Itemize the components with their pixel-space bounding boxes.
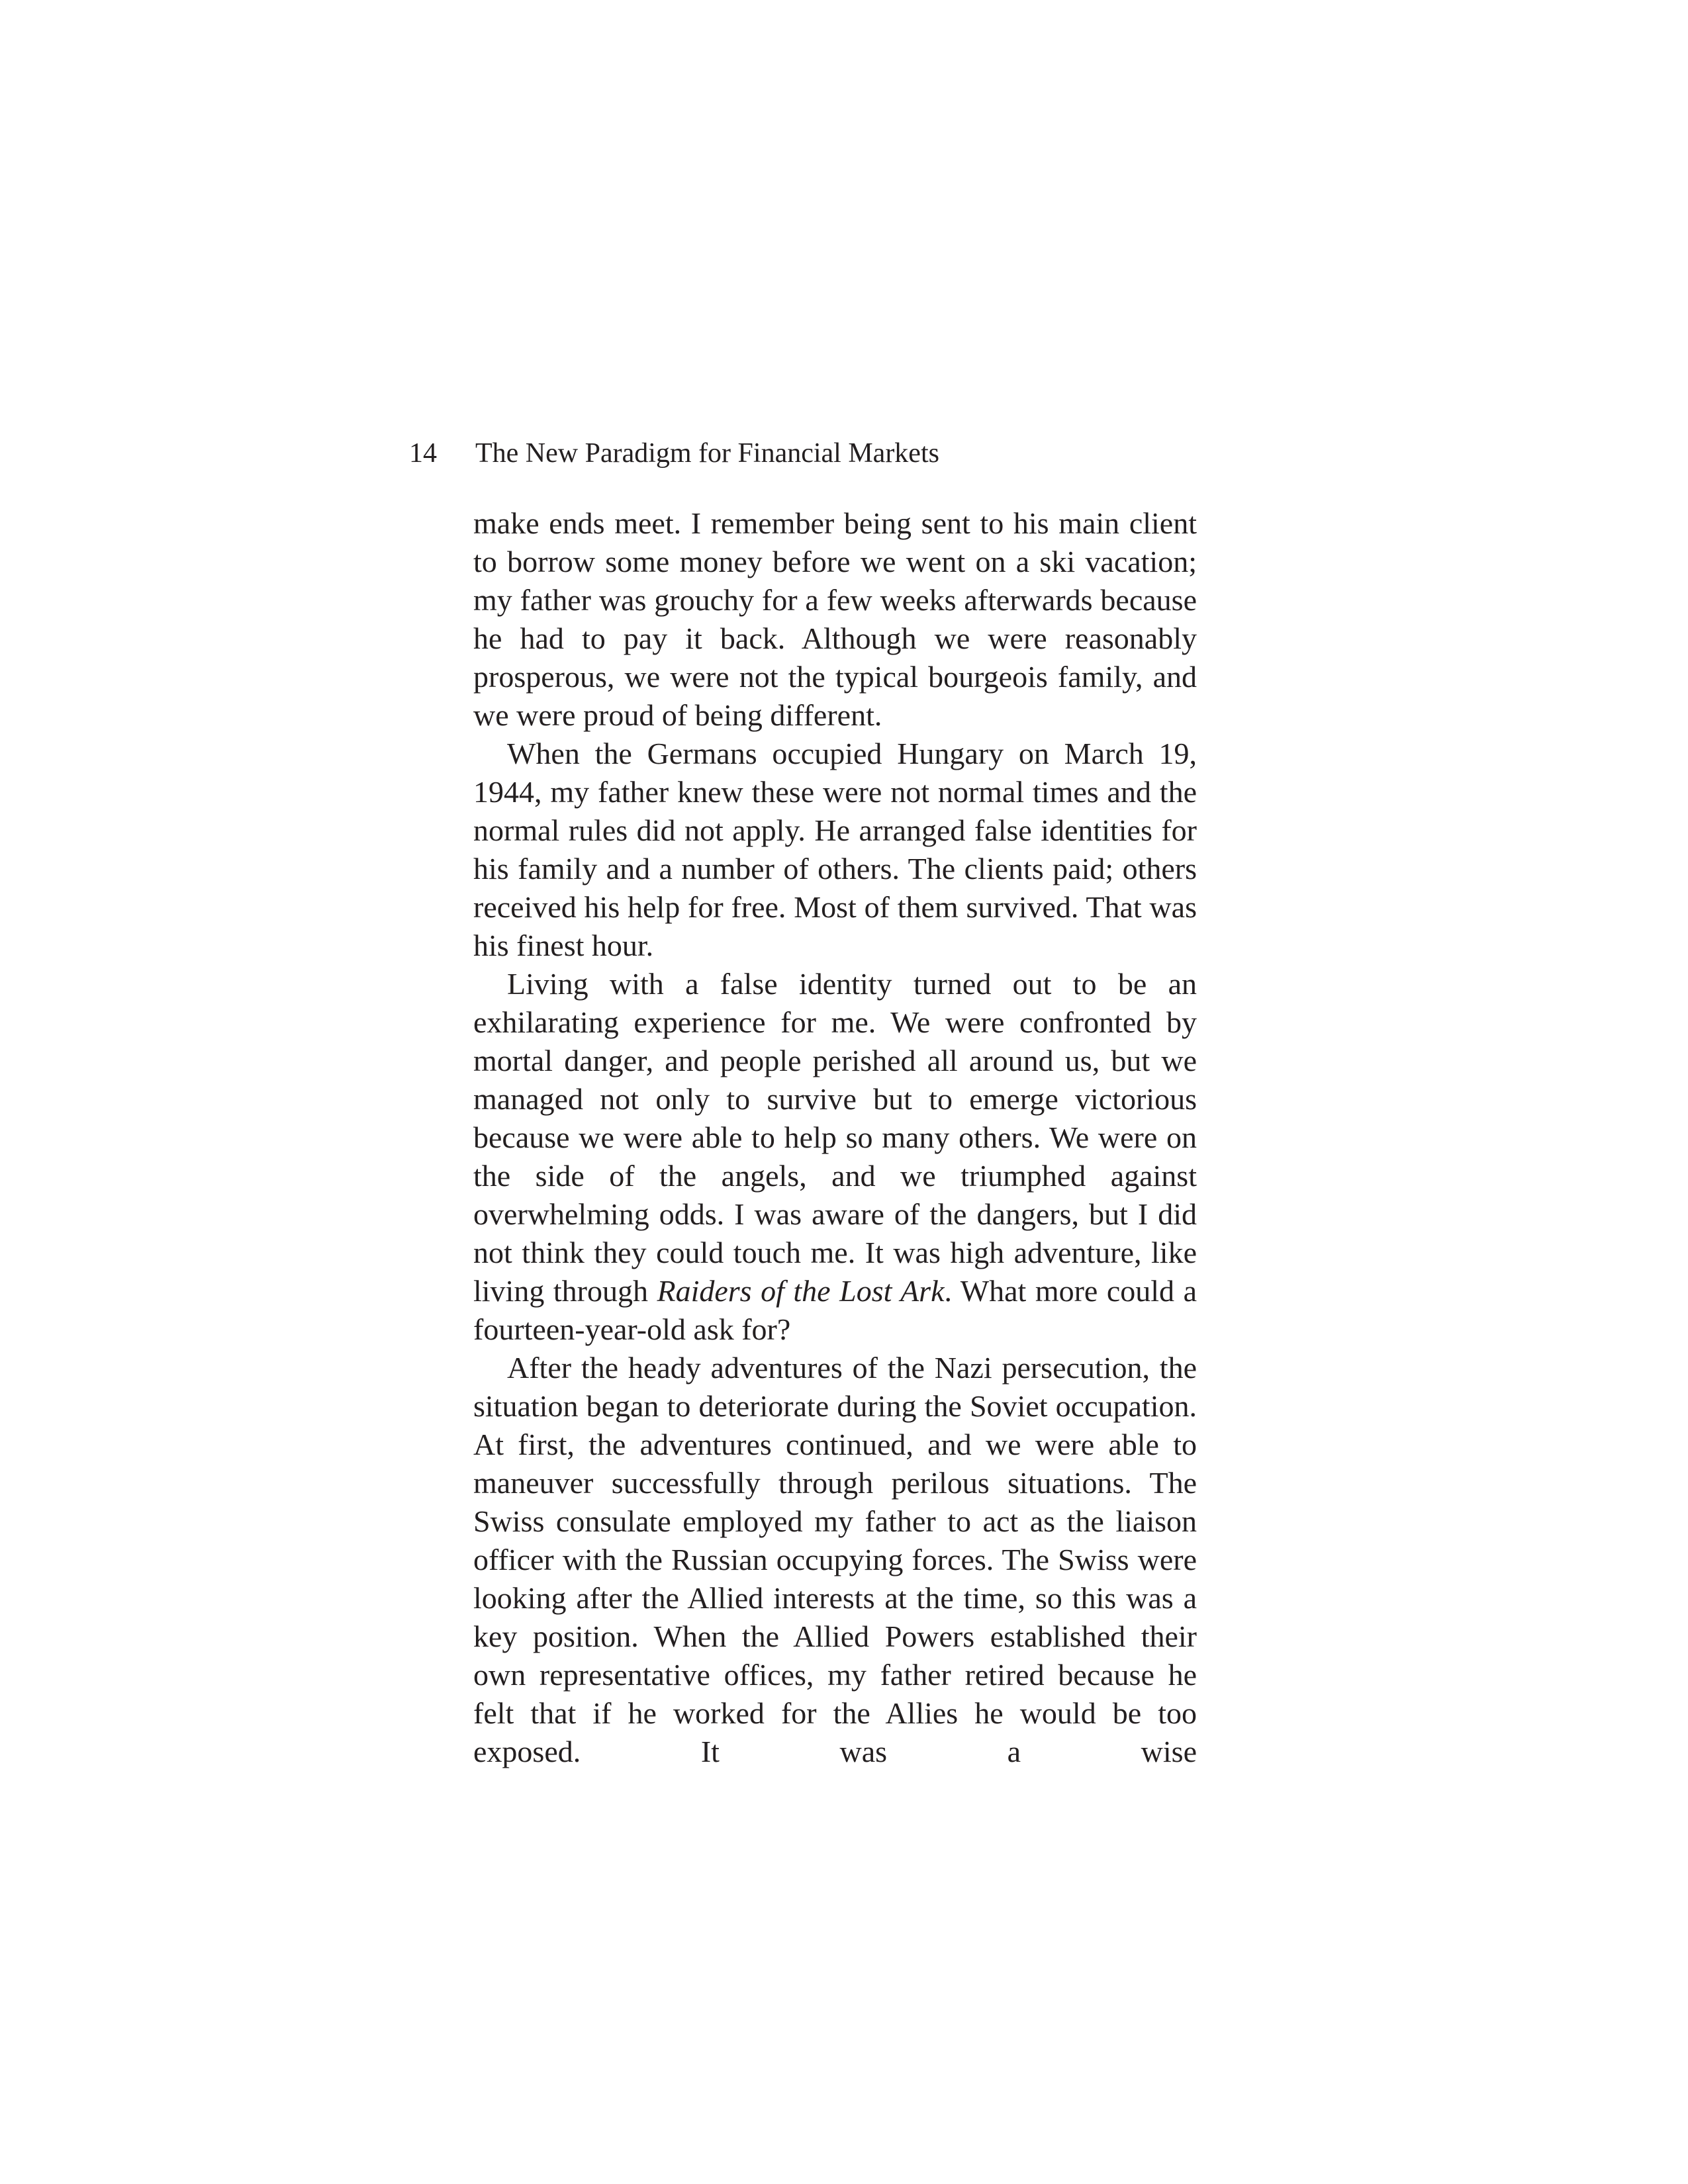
page-number: 14 (409, 438, 437, 469)
paragraph-3-text-end: . What more could a fourteen-year-old ask for? (473, 1274, 1197, 1346)
paragraph-1: make ends meet. I remember being sent to his main client to borrow some money before we went on a ski vacation; my father was grouchy for a few weeks afterwards because he had to pay it back. Although we were reasonably prosperous, we were not the typical bourgeois family, and we were proud of being different. (473, 506, 1197, 732)
paragraph-2: When the Germans occupied Hungary on March 19, 1944, my father knew these were not normal times and the normal rules did not apply. He arranged false identities for his family and a number of others. The clients paid; others received his help for free. Most of them survived. That was his finest hour. (473, 737, 1197, 962)
paragraph-4: After the heady adventures of the Nazi persecution, the situation began to deteriorate during the Soviet occupation. At first, the adventures continued, and we were able to maneuver successfully through perilous situations. The Swiss consulate employed my father to act as the liaison officer with the Russian occupying forces. The Swiss were looking after the Allied interests at the time, so this was a key position. When the Allied Powers established their own representative offices, my father retired because he felt that if he worked for the Allies he would be too exposed. It was a wise (473, 1351, 1197, 1768)
paragraph-3 (473, 965, 1197, 1349)
book-title: The New Paradigm for Financial Markets (475, 438, 939, 469)
film-title-italic: Raiders of the Lost Ark (657, 1274, 945, 1308)
body-text (473, 504, 1197, 1771)
running-head (409, 433, 1203, 473)
paragraph-3-text-start: Living with a false identity turned out to be an exhilarating experience for me. We were confronted by mortal danger, and people perished all around us, but we managed not only to survive but to emerge victorious because we were able to help so many others. We were on the side of the angels, and we triumphed against overwhelming odds. I was aware of the dangers, but I did not think they could touch me. It was high adventure, like living through (473, 967, 1197, 1308)
